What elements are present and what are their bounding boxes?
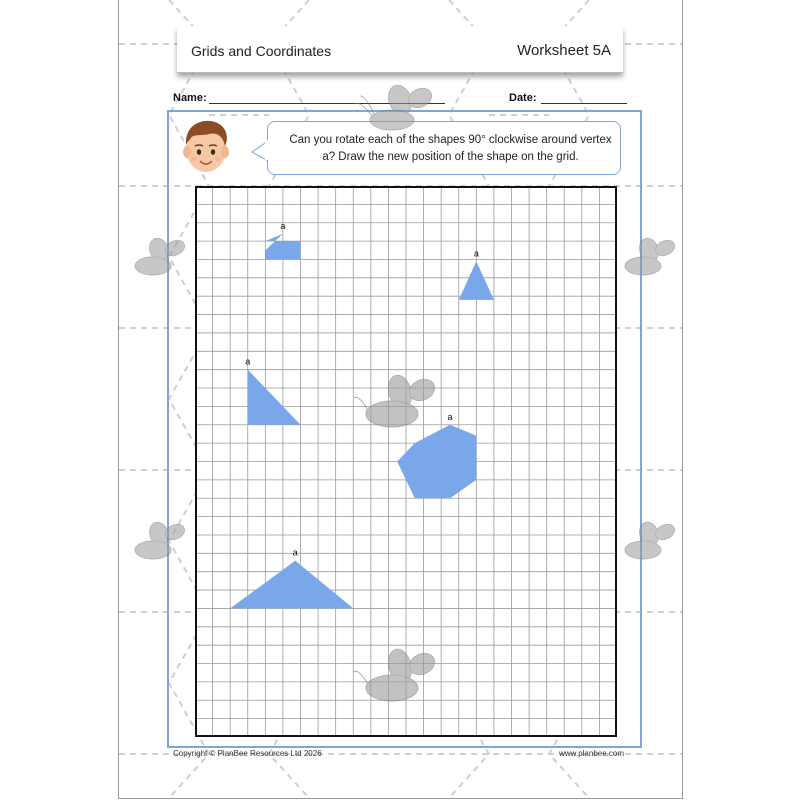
date-line[interactable] [541, 103, 627, 104]
vertex-label-triangle-right: a [473, 248, 479, 259]
bee-watermark-icon [123, 236, 193, 280]
vertex-label-pentagon: a [280, 220, 286, 231]
website-link[interactable]: www.planbee.com [559, 749, 624, 758]
boy-avatar-icon [183, 114, 231, 184]
copyright-text: Copyright © PlanBee Resources Ltd 2026 [173, 749, 322, 758]
name-label: Name: [173, 92, 207, 104]
worksheet-page [118, 0, 683, 799]
bee-watermark-icon [613, 520, 683, 564]
bee-watermark-icon [352, 84, 442, 134]
bubble-tail-cover [265, 136, 271, 164]
bee-watermark-icon [352, 372, 442, 436]
title-banner [177, 26, 623, 73]
bee-watermark-icon [613, 236, 683, 280]
bee-watermark-icon [352, 646, 442, 710]
worksheet-title: Grids and Coordinates [191, 43, 332, 59]
worksheet-number: Worksheet 5A [517, 42, 611, 59]
bee-watermark-icon [123, 520, 193, 564]
vertex-label-triangle-bottom: a [292, 547, 298, 558]
instructions-text: Can you rotate each of the shapes 90° clockwise around vertex a? Draw the new position of the shape on the grid. [289, 134, 612, 163]
vertex-label-heptagon: a [447, 411, 453, 422]
speech-bubble [267, 121, 621, 175]
vertex-label-right-triangle: a [245, 356, 251, 367]
date-label: Date: [509, 92, 537, 104]
